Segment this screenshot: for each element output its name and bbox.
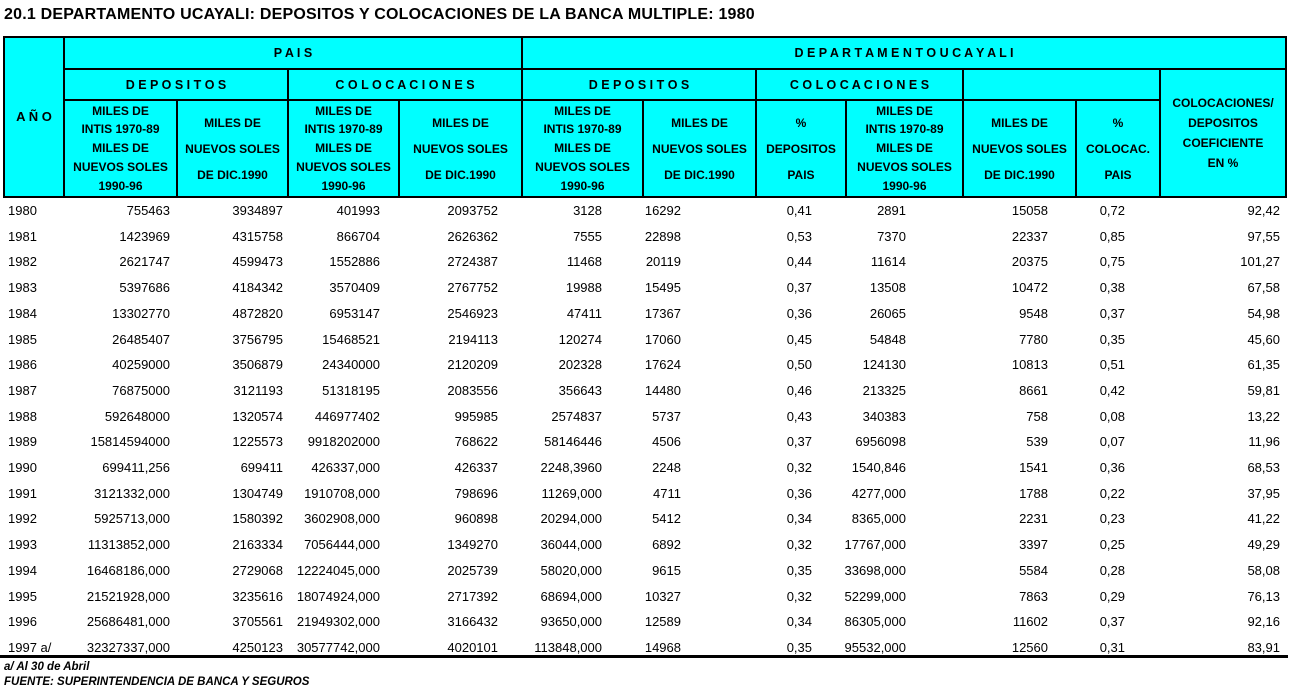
header-pais-col-soles: MILES DE NUEVOS SOLES DE DIC.1990 <box>400 101 521 196</box>
cell-uca-dep-soles: 4711 <box>653 485 681 501</box>
cell-pais-dep-soles: 699411 <box>240 460 283 475</box>
cell-uca-dep-soles: 14480 <box>644 382 681 398</box>
header-uca-col-soles: MILES DE NUEVOS SOLES DE DIC.1990 <box>964 101 1075 196</box>
header-pct-colocac: % COLOCAC. PAIS <box>1077 101 1159 196</box>
cell-pais-dep-soles: 3705561 <box>232 614 283 630</box>
cell-pais-dep-soles: 3756795 <box>232 331 283 347</box>
cell-uca-col-intis: 6956098 <box>855 434 906 450</box>
cell-pais-dep-intis: 1423969 <box>119 228 170 244</box>
cell-pais-dep-soles: 3506879 <box>232 357 283 373</box>
cell-pais-col-intis: 30577742,000 <box>296 639 380 655</box>
cell-uca-col-intis: 17767,000 <box>844 537 906 553</box>
cell-year: 1993 <box>8 537 37 553</box>
cell-year: 1997 a/ <box>8 639 52 655</box>
cell-pct-depositos: 0,44 <box>786 254 812 270</box>
cell-pais-col-soles: 4020101 <box>447 639 498 655</box>
page-title: 20.1 DEPARTAMENTO UCAYALI: DEPOSITOS Y COLOCACIONES DE LA BANCA MULTIPLE: 1980 <box>4 6 755 23</box>
cell-year: 1985 <box>8 331 37 347</box>
cell-uca-dep-soles: 20119 <box>645 254 681 270</box>
cell-pct-depositos: 0,46 <box>786 382 812 398</box>
cell-uca-dep-intis: 36044,000 <box>540 537 602 553</box>
cell-pais-dep-intis: 15814594000 <box>90 434 170 450</box>
cell-uca-dep-intis: 11269,000 <box>541 485 602 501</box>
cell-pais-dep-intis: 592648000 <box>104 408 170 424</box>
cell-uca-col-intis: 124130 <box>862 357 906 373</box>
cell-pais-dep-intis: 76875000 <box>112 382 170 398</box>
cell-uca-dep-soles: 2248 <box>652 460 681 475</box>
cell-year: 1986 <box>8 357 37 373</box>
cell-coeficiente: 41,22 <box>1247 511 1280 527</box>
cell-pct-depositos: 0,50 <box>786 357 812 373</box>
cell-pais-col-intis: 866704 <box>336 228 380 244</box>
cell-pais-dep-intis: 755463 <box>126 203 170 218</box>
cell-pais-col-intis: 3602908,000 <box>304 511 380 527</box>
cell-pais-dep-soles: 4184342 <box>232 280 283 296</box>
cell-pct-depositos: 0,36 <box>786 305 812 321</box>
cell-uca-col-soles: 12560 <box>1011 639 1048 655</box>
cell-uca-col-soles: 8661 <box>1019 382 1048 398</box>
cell-pais-col-soles: 1349270 <box>447 537 498 553</box>
cell-uca-col-intis: 33698,000 <box>844 562 906 578</box>
cell-pais-col-intis: 1552886 <box>329 254 380 270</box>
cell-uca-dep-soles: 16292 <box>644 203 681 218</box>
cell-year: 1989 <box>8 434 37 450</box>
cell-coeficiente: 11,96 <box>1248 434 1280 450</box>
header-ucayali-depositos: D E P O S I T O S <box>523 70 755 99</box>
cell-pct-colocac: 0,25 <box>1099 537 1125 553</box>
cell-coeficiente: 37,95 <box>1247 485 1280 501</box>
cell-pais-dep-intis: 11313852,000 <box>87 537 170 553</box>
cell-coeficiente: 68,53 <box>1247 460 1280 475</box>
cell-pais-dep-intis: 32327337,000 <box>86 639 170 655</box>
cell-uca-dep-soles: 6892 <box>652 537 681 553</box>
cell-year: 1981 <box>8 228 37 244</box>
cell-pais-col-soles: 3166432 <box>447 614 498 630</box>
cell-coeficiente: 92,16 <box>1247 614 1280 630</box>
cell-pct-colocac: 0,22 <box>1099 485 1125 501</box>
header-pct-depositos: % DEPOSITOS PAIS <box>757 101 845 196</box>
header-group-pais: P A I S <box>65 38 521 68</box>
cell-uca-dep-intis: 47411 <box>566 305 602 321</box>
cell-uca-dep-soles: 4506 <box>652 434 681 450</box>
cell-coeficiente: 58,08 <box>1247 562 1280 578</box>
cell-pct-colocac: 0,37 <box>1099 305 1125 321</box>
table-row <box>0 332 1290 354</box>
cell-pais-dep-intis: 2621747 <box>119 254 170 270</box>
cell-pct-colocac: 0,36 <box>1099 460 1125 475</box>
cell-pct-depositos: 0,32 <box>786 460 812 475</box>
cell-pais-col-soles: 798696 <box>454 485 498 501</box>
table-row <box>0 614 1290 636</box>
cell-pais-col-soles: 960898 <box>454 511 498 527</box>
header-pais-dep-intis: MILES DE INTIS 1970-89 MILES DE NUEVOS SOLES 1990-96 <box>65 101 176 196</box>
header-pais-col-intis: MILES DE INTIS 1970-89 MILES DE NUEVOS SOLES 1990-96 <box>289 101 398 196</box>
cell-pais-col-intis: 7056444,000 <box>304 537 380 553</box>
cell-pct-depositos: 0,35 <box>786 639 812 655</box>
header-uca-col-intis: MILES DE INTIS 1970-89 MILES DE NUEVOS SOLES 1990-96 <box>847 101 962 196</box>
cell-pais-col-soles: 2717392 <box>447 588 498 604</box>
cell-pais-col-intis: 6953147 <box>329 305 380 321</box>
cell-pct-depositos: 0,32 <box>786 588 812 604</box>
cell-year: 1990 <box>8 460 37 475</box>
cell-coeficiente: 67,58 <box>1247 280 1280 296</box>
cell-pais-col-soles: 2083556 <box>447 382 498 398</box>
cell-pais-col-intis: 51318195 <box>322 382 380 398</box>
cell-pct-depositos: 0,37 <box>786 434 812 450</box>
cell-pct-depositos: 0,43 <box>786 408 812 424</box>
cell-uca-dep-soles: 10327 <box>644 588 681 604</box>
header-pais-colocaciones: C O L O C A C I O N E S <box>289 70 521 99</box>
cell-pais-col-intis: 18074924,000 <box>296 588 380 604</box>
cell-uca-col-intis: 11614 <box>870 254 906 270</box>
cell-uca-col-soles: 11602 <box>1012 614 1048 630</box>
header-year: A Ñ O <box>5 38 63 196</box>
header-group-ucayali: D E P A R T A M E N T O U C A Y A L I <box>523 38 1285 68</box>
cell-uca-dep-intis: 58146446 <box>544 434 602 450</box>
table-row <box>0 357 1290 379</box>
cell-uca-dep-soles: 5412 <box>652 511 681 527</box>
cell-pais-dep-intis: 21521928,000 <box>86 588 170 604</box>
table-row <box>0 460 1290 482</box>
cell-pais-dep-intis: 26485407 <box>112 331 170 347</box>
cell-uca-dep-soles: 9615 <box>652 562 681 578</box>
cell-uca-dep-intis: 11468 <box>566 254 602 270</box>
cell-pct-depositos: 0,53 <box>786 228 812 244</box>
cell-coeficiente: 101,27 <box>1240 254 1280 270</box>
table-row <box>0 589 1290 611</box>
cell-pais-dep-soles: 1580392 <box>232 511 283 527</box>
cell-pct-colocac: 0,51 <box>1099 357 1125 373</box>
cell-pais-col-intis: 1910708,000 <box>304 485 380 501</box>
cell-pais-col-soles: 2724387 <box>447 254 498 270</box>
cell-year: 1982 <box>8 254 37 270</box>
cell-pais-dep-soles: 3934897 <box>232 203 283 218</box>
cell-pais-col-soles: 2194113 <box>448 331 498 347</box>
cell-pais-col-soles: 2546923 <box>447 305 498 321</box>
table-row <box>0 563 1290 585</box>
cell-pct-depositos: 0,32 <box>786 537 812 553</box>
footnote-source: FUENTE: SUPERINTENDENCIA DE BANCA Y SEGUROS <box>4 676 310 688</box>
cell-pais-dep-soles: 3121193 <box>233 382 283 398</box>
cell-pais-col-soles: 426337 <box>454 460 498 475</box>
cell-uca-dep-intis: 2248,3960 <box>540 460 602 475</box>
cell-pais-dep-soles: 1320574 <box>232 408 283 424</box>
cell-pct-colocac: 0,07 <box>1099 434 1125 450</box>
cell-year: 1992 <box>8 511 37 527</box>
cell-pais-col-intis: 9918202000 <box>307 434 380 450</box>
cell-uca-col-intis: 7370 <box>877 228 906 244</box>
cell-coeficiente: 45,60 <box>1247 331 1280 347</box>
cell-uca-dep-intis: 120274 <box>558 331 602 347</box>
cell-year: 1987 <box>8 382 37 398</box>
cell-uca-col-soles: 5584 <box>1019 562 1048 578</box>
table-row <box>0 537 1290 559</box>
cell-pais-dep-soles: 1304749 <box>232 485 283 501</box>
cell-uca-col-soles: 1788 <box>1019 485 1048 501</box>
cell-pct-colocac: 0,37 <box>1099 614 1125 630</box>
cell-pct-colocac: 0,72 <box>1099 203 1125 218</box>
cell-uca-dep-intis: 2574837 <box>551 408 602 424</box>
cell-pais-dep-intis: 40259000 <box>112 357 170 373</box>
header-ucayali-colocaciones: C O L O C A C I O N E S <box>757 70 962 99</box>
cell-uca-col-soles: 10813 <box>1011 357 1048 373</box>
cell-pct-colocac: 0,23 <box>1099 511 1125 527</box>
cell-pais-dep-intis: 5397686 <box>119 280 170 296</box>
cell-pct-depositos: 0,34 <box>786 511 812 527</box>
cell-uca-col-intis: 86305,000 <box>844 614 906 630</box>
cell-pais-dep-soles: 4872820 <box>232 305 283 321</box>
cell-uca-col-soles: 1541 <box>1019 460 1048 475</box>
cell-year: 1983 <box>8 280 37 296</box>
cell-uca-dep-soles: 17367 <box>644 305 681 321</box>
cell-coeficiente: 49,29 <box>1247 537 1280 553</box>
cell-pct-depositos: 0,35 <box>786 562 812 578</box>
table-row <box>0 434 1290 456</box>
cell-pais-col-intis: 401993 <box>336 203 380 218</box>
cell-uca-dep-intis: 356643 <box>558 382 602 398</box>
cell-pct-colocac: 0,75 <box>1099 254 1125 270</box>
cell-pct-depositos: 0,34 <box>786 614 812 630</box>
cell-pct-depositos: 0,41 <box>786 203 812 218</box>
cell-pais-dep-soles: 1225573 <box>232 434 283 450</box>
table-row <box>0 203 1290 225</box>
cell-pais-col-soles: 995985 <box>454 408 498 424</box>
cell-uca-dep-intis: 93650,000 <box>540 614 602 630</box>
cell-pct-colocac: 0,42 <box>1099 382 1125 398</box>
cell-uca-col-intis: 26065 <box>869 305 906 321</box>
cell-pct-colocac: 0,31 <box>1099 639 1125 655</box>
cell-coeficiente: 54,98 <box>1247 305 1280 321</box>
cell-uca-col-intis: 2891 <box>877 203 906 218</box>
cell-uca-col-soles: 20375 <box>1011 254 1048 270</box>
cell-uca-col-intis: 340383 <box>862 408 906 424</box>
cell-year: 1984 <box>8 305 37 321</box>
cell-pais-dep-soles: 4599473 <box>232 254 283 270</box>
cell-uca-col-intis: 4277,000 <box>851 485 906 501</box>
cell-uca-col-intis: 54848 <box>869 331 906 347</box>
cell-year: 1996 <box>8 614 37 630</box>
table-row <box>0 409 1290 431</box>
cell-year: 1995 <box>8 588 37 604</box>
cell-uca-dep-soles: 17060 <box>644 331 681 347</box>
cell-year: 1980 <box>8 203 37 218</box>
cell-uca-dep-intis: 3128 <box>573 203 602 218</box>
cell-pais-dep-soles: 2729068 <box>232 562 283 578</box>
cell-pct-colocac: 0,08 <box>1099 408 1125 424</box>
table-row <box>0 640 1290 662</box>
cell-coeficiente: 83,91 <box>1247 639 1280 655</box>
cell-uca-col-intis: 95532,000 <box>844 639 906 655</box>
cell-uca-col-soles: 2231 <box>1019 511 1048 527</box>
cell-pais-dep-intis: 5925713,000 <box>94 511 170 527</box>
cell-pais-dep-soles: 2163334 <box>232 537 283 553</box>
cell-coeficiente: 76,13 <box>1247 588 1280 604</box>
cell-uca-col-intis: 1540,846 <box>851 460 906 475</box>
cell-uca-col-soles: 22337 <box>1011 228 1048 244</box>
cell-uca-dep-soles: 17624 <box>644 357 681 373</box>
table-row <box>0 254 1290 276</box>
cell-uca-dep-intis: 202328 <box>558 357 602 373</box>
cell-uca-col-soles: 9548 <box>1019 305 1048 321</box>
cell-pais-col-soles: 2767752 <box>447 280 498 296</box>
cell-uca-dep-soles: 14968 <box>644 639 681 655</box>
cell-pais-col-soles: 2025739 <box>447 562 498 578</box>
cell-pct-depositos: 0,37 <box>786 280 812 296</box>
cell-uca-col-intis: 52299,000 <box>844 588 906 604</box>
cell-year: 1994 <box>8 562 37 578</box>
cell-pais-dep-intis: 699411,256 <box>102 460 170 475</box>
cell-uca-col-intis: 8365,000 <box>851 511 906 527</box>
cell-pct-colocac: 0,85 <box>1099 228 1125 244</box>
table-row <box>0 383 1290 405</box>
cell-uca-dep-intis: 7555 <box>573 228 602 244</box>
cell-uca-dep-intis: 113848,000 <box>534 639 602 655</box>
table-row <box>0 280 1290 302</box>
table-row <box>0 229 1290 251</box>
cell-uca-dep-soles: 15495 <box>644 280 681 296</box>
footnote-a: a/ Al 30 de Abril <box>4 661 90 673</box>
header-pais-depositos: D E P O S I T O S <box>65 70 287 99</box>
cell-pais-col-intis: 21949302,000 <box>296 614 380 630</box>
cell-pct-depositos: 0,36 <box>786 485 812 501</box>
cell-pais-dep-intis: 25686481,000 <box>86 614 170 630</box>
cell-pais-col-intis: 15468521 <box>322 331 380 347</box>
cell-uca-col-soles: 10472 <box>1011 280 1048 296</box>
cell-pct-colocac: 0,38 <box>1099 280 1125 296</box>
cell-pais-dep-soles: 4250123 <box>232 639 283 655</box>
cell-pais-dep-soles: 3235616 <box>232 588 283 604</box>
cell-uca-dep-soles: 5737 <box>652 408 681 424</box>
cell-uca-col-soles: 3397 <box>1019 537 1048 553</box>
cell-pais-dep-intis: 13302770 <box>112 305 170 321</box>
table-row <box>0 486 1290 508</box>
cell-pais-col-intis: 426337,000 <box>311 460 380 475</box>
header-uca-dep-soles: MILES DE NUEVOS SOLES DE DIC.1990 <box>644 101 755 196</box>
cell-pais-dep-intis: 16468186,000 <box>86 562 170 578</box>
header-pais-dep-soles: MILES DE NUEVOS SOLES DE DIC.1990 <box>178 101 287 196</box>
cell-pct-colocac: 0,28 <box>1099 562 1125 578</box>
cell-coeficiente: 59,81 <box>1247 382 1280 398</box>
cell-pais-col-intis: 12224045,000 <box>296 562 380 578</box>
cell-uca-dep-soles: 12589 <box>644 614 681 630</box>
table-row <box>0 511 1290 533</box>
cell-uca-col-soles: 7863 <box>1019 588 1048 604</box>
cell-year: 1988 <box>8 408 37 424</box>
cell-uca-col-soles: 7780 <box>1019 331 1048 347</box>
cell-coeficiente: 13,22 <box>1247 408 1280 424</box>
header-coeficiente: COLOCACIONES/ DEPOSITOS COEFICIENTE EN % <box>1161 70 1285 196</box>
cell-coeficiente: 92,42 <box>1247 203 1280 218</box>
cell-pais-col-intis: 3570409 <box>329 280 380 296</box>
cell-coeficiente: 97,55 <box>1247 228 1280 244</box>
cell-pct-colocac: 0,35 <box>1099 331 1125 347</box>
cell-uca-dep-intis: 58020,000 <box>540 562 602 578</box>
cell-pais-col-soles: 2120209 <box>447 357 498 373</box>
cell-pais-col-soles: 2626362 <box>447 228 498 244</box>
table-row <box>0 306 1290 328</box>
cell-pais-col-soles: 2093752 <box>447 203 498 218</box>
cell-uca-dep-intis: 68694,000 <box>540 588 602 604</box>
cell-uca-col-soles: 15058 <box>1011 203 1048 218</box>
header-uca-dep-intis: MILES DE INTIS 1970-89 MILES DE NUEVOS SOLES 1990-96 <box>523 101 642 196</box>
cell-year: 1991 <box>8 485 37 501</box>
cell-uca-col-soles: 758 <box>1026 408 1048 424</box>
cell-pais-col-intis: 24340000 <box>322 357 380 373</box>
cell-uca-col-intis: 213325 <box>862 382 906 398</box>
cell-uca-col-soles: 539 <box>1026 434 1048 450</box>
cell-pais-col-soles: 768622 <box>454 434 498 450</box>
cell-uca-col-intis: 13508 <box>869 280 906 296</box>
cell-uca-dep-intis: 19988 <box>565 280 602 296</box>
cell-uca-dep-soles: 22898 <box>644 228 681 244</box>
cell-pais-col-intis: 446977402 <box>314 408 380 424</box>
cell-pais-dep-soles: 4315758 <box>232 228 283 244</box>
cell-uca-dep-intis: 20294,000 <box>540 511 602 527</box>
cell-pais-dep-intis: 3121332,000 <box>94 485 170 501</box>
bottom-rule <box>0 655 1288 658</box>
cell-pct-colocac: 0,29 <box>1099 588 1125 604</box>
cell-coeficiente: 61,35 <box>1247 357 1280 373</box>
cell-pct-depositos: 0,45 <box>786 331 812 347</box>
